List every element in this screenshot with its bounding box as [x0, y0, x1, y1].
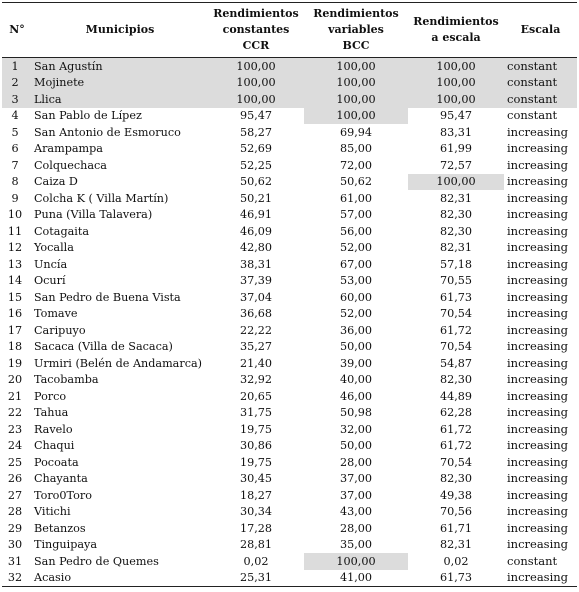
bcc-cell: 100,00	[304, 91, 408, 108]
esc-cell: 82,30	[439, 224, 473, 238]
escala-cell: increasing	[504, 570, 577, 587]
escala-cell: increasing	[507, 438, 569, 452]
municipio-cell: Pocoata	[34, 455, 79, 469]
ccr-cell: 36,68	[239, 307, 273, 320]
ccr-cell: 42,80	[239, 241, 273, 254]
municipio-cell: Caiza D	[34, 175, 78, 188]
table-row	[2, 421, 577, 438]
escala-cell: increasing	[507, 207, 569, 221]
row-number: 13	[7, 257, 23, 271]
municipio-cell: Tomave	[34, 307, 78, 320]
row-number: 23	[7, 422, 23, 436]
header-ccr-line3: CCR	[242, 39, 270, 52]
ccr-cell: 50,62	[239, 175, 273, 188]
escala-cell: increasing	[507, 256, 569, 271]
table-row	[2, 306, 577, 323]
municipio-cell: Ocurí	[34, 274, 66, 287]
bcc-cell: 100,00	[304, 108, 408, 125]
row-number: 6	[11, 142, 19, 155]
table-row	[2, 256, 577, 273]
ccr-cell: 18,27	[239, 488, 273, 502]
escala-cell: increasing	[507, 141, 569, 155]
ccr-cell: 95,47	[239, 109, 273, 122]
municipio-cell: Colcha K ( Villa Martín)	[34, 191, 169, 205]
escala-cell: increasing	[507, 273, 569, 287]
ccr-cell: 52,25	[239, 158, 273, 172]
table-row	[2, 157, 577, 174]
esc-cell: 82,30	[439, 373, 473, 386]
esc-cell: 61,73	[408, 570, 504, 587]
row-number: 17	[7, 323, 23, 337]
municipio-cell: Cotagaita	[34, 224, 90, 238]
table-row	[2, 504, 577, 521]
escala-cell: increasing	[507, 537, 569, 551]
table-row	[2, 207, 577, 224]
municipio-cell: Tacobamba	[34, 373, 99, 386]
bcc-cell: 52,00	[339, 241, 373, 254]
ccr-cell: 100,00	[208, 75, 304, 92]
esc-cell: 100,00	[408, 91, 504, 108]
ccr-cell: 30,34	[239, 505, 273, 518]
escala-cell: increasing	[507, 240, 569, 254]
table-row	[2, 438, 577, 455]
bcc-cell: 36,00	[339, 323, 373, 337]
row-number: 12	[7, 241, 23, 254]
municipio-cell: Llica	[32, 91, 208, 108]
esc-cell: 82,31	[439, 191, 473, 205]
table-row	[2, 520, 577, 537]
header-ccr-line2: constantes	[222, 23, 290, 36]
esc-cell: 57,18	[439, 257, 473, 271]
escala-cell: increasing	[507, 174, 569, 188]
row-number: 21	[7, 389, 23, 403]
municipio-cell: Chayanta	[34, 472, 88, 485]
municipio-cell: Acasio	[32, 570, 208, 587]
table-row	[2, 322, 577, 339]
header-escala: Escala	[504, 3, 577, 58]
escala-cell: increasing	[507, 471, 569, 485]
escala-cell: increasing	[507, 339, 569, 353]
row-number: 9	[11, 191, 19, 205]
municipio-cell: Betanzos	[34, 521, 86, 535]
table-row	[2, 355, 577, 372]
bcc-cell: 85,00	[339, 142, 373, 155]
esc-cell: 61,73	[439, 290, 473, 304]
esc-cell: 70,56	[439, 505, 473, 518]
escala-cell: constant	[504, 91, 577, 108]
header-municipios: Municipios	[32, 3, 208, 58]
bcc-cell: 61,00	[339, 191, 373, 205]
ccr-cell: 58,27	[239, 125, 273, 139]
row-number: 5	[11, 125, 19, 139]
header-bcc-line3: BCC	[342, 39, 370, 52]
bcc-cell: 43,00	[339, 505, 373, 518]
esc-cell: 61,72	[439, 422, 473, 436]
ccr-cell: 30,45	[239, 472, 273, 485]
ccr-cell: 25,31	[208, 570, 304, 587]
bcc-cell: 39,00	[339, 356, 373, 370]
municipio-cell: Ravelo	[34, 422, 73, 436]
escala-cell: increasing	[507, 520, 569, 535]
ccr-cell: 17,28	[239, 521, 273, 535]
header-escala-rend	[408, 3, 504, 58]
table-row	[2, 372, 577, 389]
table-header-row	[2, 3, 577, 58]
esc-cell: 100,00	[408, 174, 504, 191]
esc-cell: 61,99	[439, 142, 473, 155]
esc-cell: 95,47	[439, 109, 473, 122]
municipio-cell: Tahua	[34, 406, 69, 419]
row-number: 16	[7, 307, 23, 320]
row-number: 14	[7, 274, 23, 287]
municipio-cell: Puna (Villa Talavera)	[34, 208, 153, 221]
municipio-cell: Sacaca (Villa de Sacaca)	[34, 340, 173, 353]
escala-cell: increasing	[507, 405, 569, 419]
table-row	[2, 553, 577, 570]
bcc-cell: 41,00	[304, 570, 408, 587]
esc-cell: 61,72	[439, 439, 473, 452]
row-number: 25	[7, 455, 23, 469]
table-row	[2, 273, 577, 290]
bcc-cell: 32,00	[339, 422, 373, 436]
escala-cell: increasing	[507, 322, 569, 337]
efficiency-table-container	[2, 2, 577, 587]
bcc-cell: 57,00	[339, 208, 373, 221]
bcc-cell: 28,00	[339, 521, 373, 535]
municipio-cell: Porco	[34, 389, 67, 403]
esc-cell: 49,38	[439, 488, 473, 502]
table-row	[2, 454, 577, 471]
header-ccr-line1: Rendimientos	[213, 7, 299, 20]
row-number: 31	[7, 554, 23, 568]
escala-cell: increasing	[507, 388, 569, 403]
row-number: 11	[7, 224, 23, 238]
row-number: 18	[7, 340, 23, 353]
ccr-cell: 35,27	[239, 340, 273, 353]
municipio-cell: Yocalla	[34, 241, 74, 254]
table-row	[2, 487, 577, 504]
escala-cell: increasing	[507, 306, 569, 320]
header-ccr	[208, 3, 304, 58]
municipio-cell: Vitichi	[34, 505, 71, 518]
municipio-cell: Tinguipaya	[34, 538, 98, 551]
esc-cell: 61,71	[439, 521, 473, 535]
esc-cell: 61,72	[439, 323, 473, 337]
ccr-cell: 0,02	[243, 554, 269, 568]
table-body	[2, 58, 577, 587]
esc-cell: 82,31	[439, 241, 473, 254]
ccr-cell: 100,00	[208, 58, 304, 75]
bcc-cell: 100,00	[304, 75, 408, 92]
escala-cell: increasing	[507, 355, 569, 370]
ccr-cell: 19,75	[239, 422, 273, 436]
ccr-cell: 50,21	[239, 191, 273, 205]
bcc-cell: 50,62	[339, 175, 373, 188]
table-row	[2, 223, 577, 240]
escala-cell: increasing	[507, 454, 569, 469]
ccr-cell: 19,75	[239, 455, 273, 469]
bcc-cell: 52,00	[339, 307, 373, 320]
municipio-cell: San Agustín	[32, 58, 208, 75]
esc-cell: 100,00	[408, 58, 504, 75]
row-number: 29	[7, 521, 23, 535]
table-row	[2, 91, 577, 108]
table-row	[2, 240, 577, 257]
row-number: 32	[2, 570, 32, 587]
municipio-cell: Arampampa	[34, 142, 103, 155]
header-bcc	[304, 3, 408, 58]
table-row	[2, 141, 577, 158]
ccr-cell: 100,00	[208, 91, 304, 108]
bcc-cell: 28,00	[339, 455, 373, 469]
ccr-cell: 46,91	[239, 208, 273, 221]
esc-cell: 70,54	[439, 340, 473, 353]
bcc-cell: 50,00	[339, 439, 373, 452]
bcc-cell: 50,00	[339, 340, 373, 353]
escala-cell: increasing	[507, 504, 569, 518]
table-row	[2, 190, 577, 207]
bcc-cell: 56,00	[339, 224, 373, 238]
municipio-cell: Urmiri (Belén de Andamarca)	[34, 356, 202, 370]
row-number: 20	[7, 373, 23, 386]
bcc-cell: 37,00	[339, 472, 373, 485]
row-number: 24	[7, 439, 23, 452]
escala-cell: increasing	[507, 372, 569, 386]
escala-cell: increasing	[507, 157, 569, 172]
municipio-cell: San Pablo de Lípez	[34, 109, 142, 122]
escala-cell: increasing	[507, 487, 569, 502]
ccr-cell: 30,86	[239, 439, 273, 452]
municipio-cell: San Pedro de Buena Vista	[34, 290, 181, 304]
header-bcc-line1: Rendimientos	[313, 7, 399, 20]
row-number: 30	[7, 538, 23, 551]
bcc-cell: 100,00	[304, 58, 408, 75]
esc-cell: 54,87	[439, 356, 473, 370]
bcc-cell: 67,00	[339, 257, 373, 271]
esc-cell: 72,57	[439, 158, 473, 172]
bcc-cell: 40,00	[339, 373, 373, 386]
esc-cell: 44,89	[439, 389, 473, 403]
table-row	[2, 537, 577, 554]
municipio-cell: San Pedro de Quemes	[34, 554, 159, 568]
table-row	[2, 471, 577, 488]
row-number: 15	[7, 290, 23, 304]
escala-cell: constant	[504, 58, 577, 75]
ccr-cell: 32,92	[239, 373, 273, 386]
municipio-cell: Toro0Toro	[34, 488, 92, 502]
municipio-cell: Caripuyo	[34, 323, 86, 337]
esc-cell: 82,31	[439, 538, 473, 551]
escala-cell: constant	[504, 75, 577, 92]
bcc-cell: 35,00	[339, 538, 373, 551]
bcc-cell: 53,00	[339, 274, 373, 287]
row-number: 1	[2, 58, 32, 75]
header-bcc-line2: variables	[328, 23, 384, 36]
escala-cell: increasing	[507, 421, 569, 436]
row-number: 28	[7, 505, 23, 518]
ccr-cell: 38,31	[239, 257, 273, 271]
esc-cell: 62,28	[439, 406, 473, 419]
table-row	[2, 388, 577, 405]
escala-cell: constant	[507, 553, 558, 568]
esc-cell: 70,54	[439, 455, 473, 469]
bcc-cell: 37,00	[339, 488, 373, 502]
ccr-cell: 52,69	[239, 142, 273, 155]
esc-cell: 0,02	[443, 554, 469, 568]
row-number: 7	[11, 158, 19, 172]
escala-cell: increasing	[507, 124, 569, 139]
table-row	[2, 75, 577, 92]
esc-cell: 83,31	[439, 125, 473, 139]
bcc-cell: 72,00	[339, 158, 373, 172]
bcc-cell: 50,98	[339, 406, 373, 419]
esc-cell: 70,54	[439, 307, 473, 320]
row-number: 10	[7, 208, 23, 221]
municipio-cell: Colquechaca	[34, 158, 107, 172]
municipio-cell: Chaqui	[34, 439, 75, 452]
bcc-cell: 69,94	[339, 125, 373, 139]
row-number: 22	[7, 406, 23, 419]
ccr-cell: 37,04	[239, 290, 273, 304]
municipio-cell: San Antonio de Esmoruco	[34, 125, 181, 139]
escala-cell: increasing	[507, 190, 569, 205]
ccr-cell: 20,65	[239, 389, 273, 403]
table-row	[2, 405, 577, 422]
escala-cell: increasing	[507, 289, 569, 304]
escala-cell: increasing	[507, 223, 569, 238]
table-row	[2, 174, 577, 191]
ccr-cell: 37,39	[239, 274, 273, 287]
ccr-cell: 21,40	[239, 356, 273, 370]
header-number: N°	[2, 3, 32, 58]
row-number: 19	[7, 356, 23, 370]
esc-cell: 82,30	[439, 208, 473, 221]
table-row	[2, 339, 577, 356]
row-number: 26	[7, 472, 23, 485]
row-number: 4	[11, 109, 19, 122]
bcc-cell: 100,00	[304, 553, 408, 570]
row-number: 27	[7, 488, 23, 502]
row-number: 2	[2, 75, 32, 92]
escala-cell: constant	[507, 108, 558, 122]
municipio-cell: Uncía	[34, 257, 68, 271]
table-row	[2, 124, 577, 141]
bcc-cell: 60,00	[339, 290, 373, 304]
row-number: 3	[2, 91, 32, 108]
esc-cell: 70,55	[439, 274, 473, 287]
ccr-cell: 31,75	[239, 406, 273, 419]
ccr-cell: 46,09	[239, 224, 273, 238]
efficiency-table	[2, 2, 577, 587]
ccr-cell: 22,22	[239, 323, 273, 337]
row-number: 8	[11, 175, 19, 188]
esc-cell: 82,30	[439, 472, 473, 485]
ccr-cell: 28,81	[239, 538, 273, 551]
header-esc-line1: Rendimientos	[413, 15, 499, 28]
esc-cell: 100,00	[408, 75, 504, 92]
municipio-cell: Mojinete	[32, 75, 208, 92]
table-row	[2, 570, 577, 587]
bcc-cell: 46,00	[339, 389, 373, 403]
table-row	[2, 289, 577, 306]
table-row	[2, 108, 577, 125]
header-esc-line2: a escala	[431, 31, 481, 44]
table-row	[2, 58, 577, 75]
